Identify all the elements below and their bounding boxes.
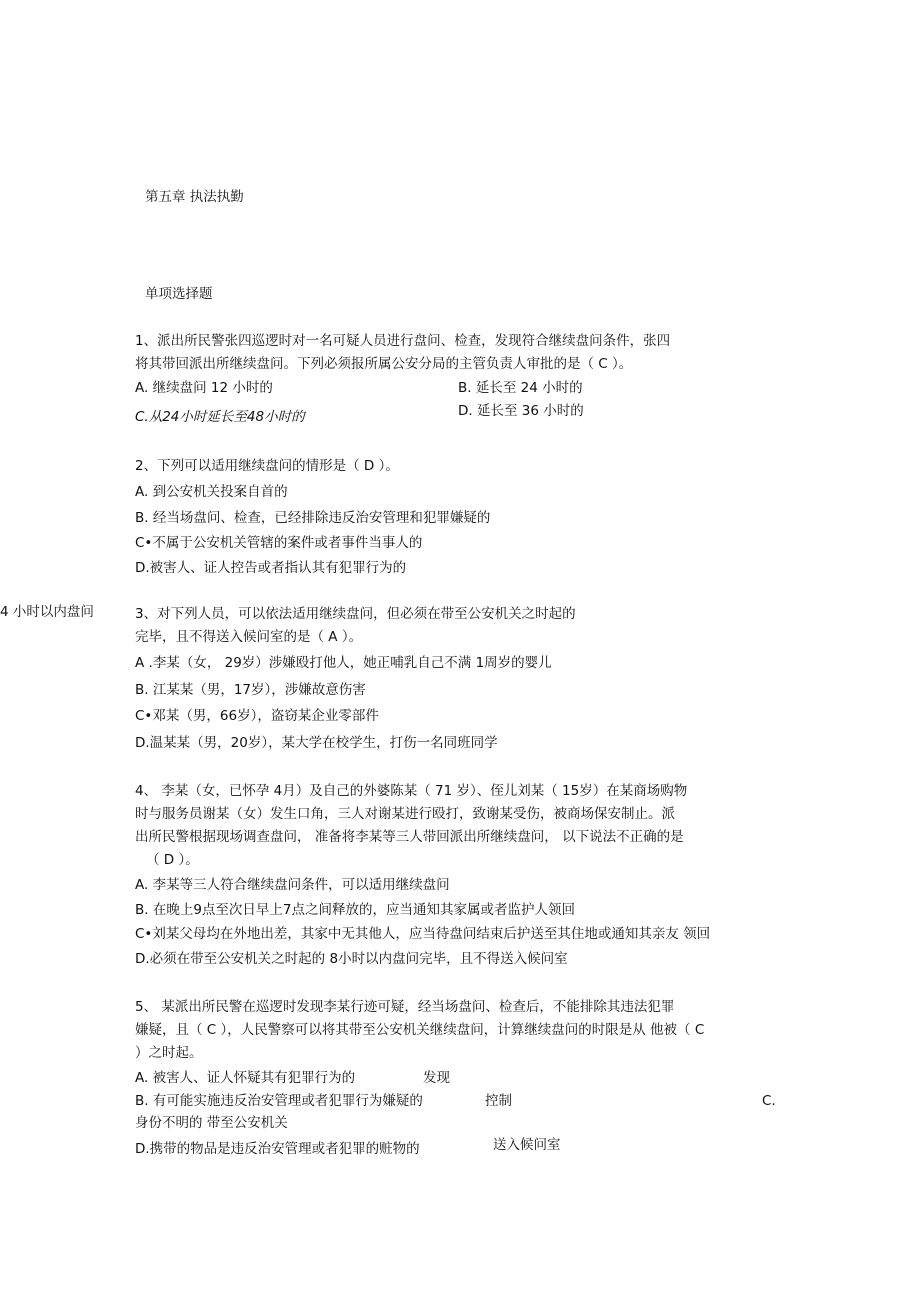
q4-option-a: A. 李某等三人符合继续盘问条件，可以适用继续盘问 — [135, 877, 450, 893]
margin-note: 4 小时以内盘问 — [0, 604, 94, 620]
q5-option-c-label: C. — [762, 1093, 776, 1109]
q3-line-2: 完毕，且不得送入候问室的是（ A ）。 — [135, 629, 363, 645]
q3-option-a: A .李某（女， 29岁）涉嫌殴打他人，她正哺乳自己不满 1周岁的婴儿 — [135, 655, 552, 671]
q4-line-2: 时与服务员谢某（女）发生口角，三人对谢某进行殴打，致谢某受伤，被商场保安制止。派 — [135, 806, 675, 822]
q5-option-a: A. 被害人、证人怀疑其有犯罪行为的 — [135, 1070, 356, 1086]
q1-line-1: 1、派出所民警张四巡逻时对一名可疑人员进行盘问、检查，发现符合继续盘问条件，张四 — [135, 333, 671, 349]
q5-option-d: D.携带的物品是违反治安管理或者犯罪的赃物的 — [135, 1141, 420, 1157]
q1-option-d: D. 延长至 36 小时的 — [458, 403, 584, 419]
q4-option-c: C•刘某父母均在外地出差，其家中无其他人，应当待盘问结束后护送至其住地或通知其亲友 领回 — [135, 926, 711, 942]
q4-line-4: （ D ）。 — [146, 852, 199, 868]
q1-option-c: C.从24小时延长至48小时的 — [135, 409, 305, 425]
q4-option-d: D.必须在带至公安机关之时起的 8小时以内盘问完毕，且不得送入候问室 — [135, 951, 568, 967]
q5-line-2: 嫌疑，且（ C ），人民警察可以将其带至公安机关继续盘问，计算继续盘问的时限是从 他被（ C — [135, 1022, 705, 1038]
q5-option-b-answer: 控制 — [485, 1093, 512, 1109]
q2-option-a: A. 到公安机关投案自首的 — [135, 484, 288, 500]
q5-option-b: B. 有可能实施违反治安管理或者犯罪行为嫌疑的 — [135, 1093, 423, 1109]
q5-option-d-answer: 送入候问室 — [493, 1137, 561, 1153]
q5-line-1: 5、 某派出所民警在巡逻时发现李某行迹可疑，经当场盘问、检查后，不能排除其违法犯罪 — [135, 999, 675, 1015]
chapter-title: 第五章 执法执勤 — [145, 189, 244, 205]
q5-option-c: 身份不明的 带至公安机关 — [135, 1115, 288, 1131]
q4-option-b: B. 在晚上9点至次日早上7点之间释放的，应当通知其家属或者监护人领回 — [135, 902, 576, 918]
q5-option-a-answer: 发现 — [423, 1070, 450, 1086]
section-title: 单项选择题 — [145, 286, 213, 302]
q4-line-1: 4、 李某（女，已怀孕 4月）及自己的外婆陈某（ 71 岁）、侄儿刘某（ 15岁）在某商场购物 — [135, 783, 688, 799]
q2-option-d: D.被害人、证人控告或者指认其有犯罪行为的 — [135, 560, 407, 576]
q3-option-d: D.温某某（男，20岁），某大学在校学生，打伤一名同班同学 — [135, 735, 498, 751]
q2-option-c: C•不属于公安机关管辖的案件或者事件当事人的 — [135, 535, 423, 551]
q5-line-3: ）之时起。 — [135, 1045, 203, 1061]
q2-line-1: 2、下列可以适用继续盘问的情形是（ D ）。 — [135, 458, 399, 474]
q1-option-b: B. 延长至 24 小时的 — [458, 380, 583, 396]
q1-option-a: A. 继续盘问 12 小时的 — [135, 380, 273, 396]
q3-option-b: B. 江某某（男，17岁），涉嫌故意伤害 — [135, 682, 366, 698]
q3-option-c: C•邓某（男，66岁），盗窃某企业零部件 — [135, 708, 379, 724]
q3-line-1: 3、对下列人员，可以依法适用继续盘问，但必须在带至公安机关之时起的 — [135, 606, 576, 622]
q2-option-b: B. 经当场盘问、检查，已经排除违反治安管理和犯罪嫌疑的 — [135, 510, 491, 526]
q1-line-2: 将其带回派出所继续盘问。下列必须报所属公安分局的主管负责人审批的是（ C ）。 — [135, 356, 633, 372]
q4-line-3: 出所民警根据现场调查盘问， 准备将李某等三人带回派出所继续盘问， 以下说法不正确的是 — [135, 829, 684, 845]
